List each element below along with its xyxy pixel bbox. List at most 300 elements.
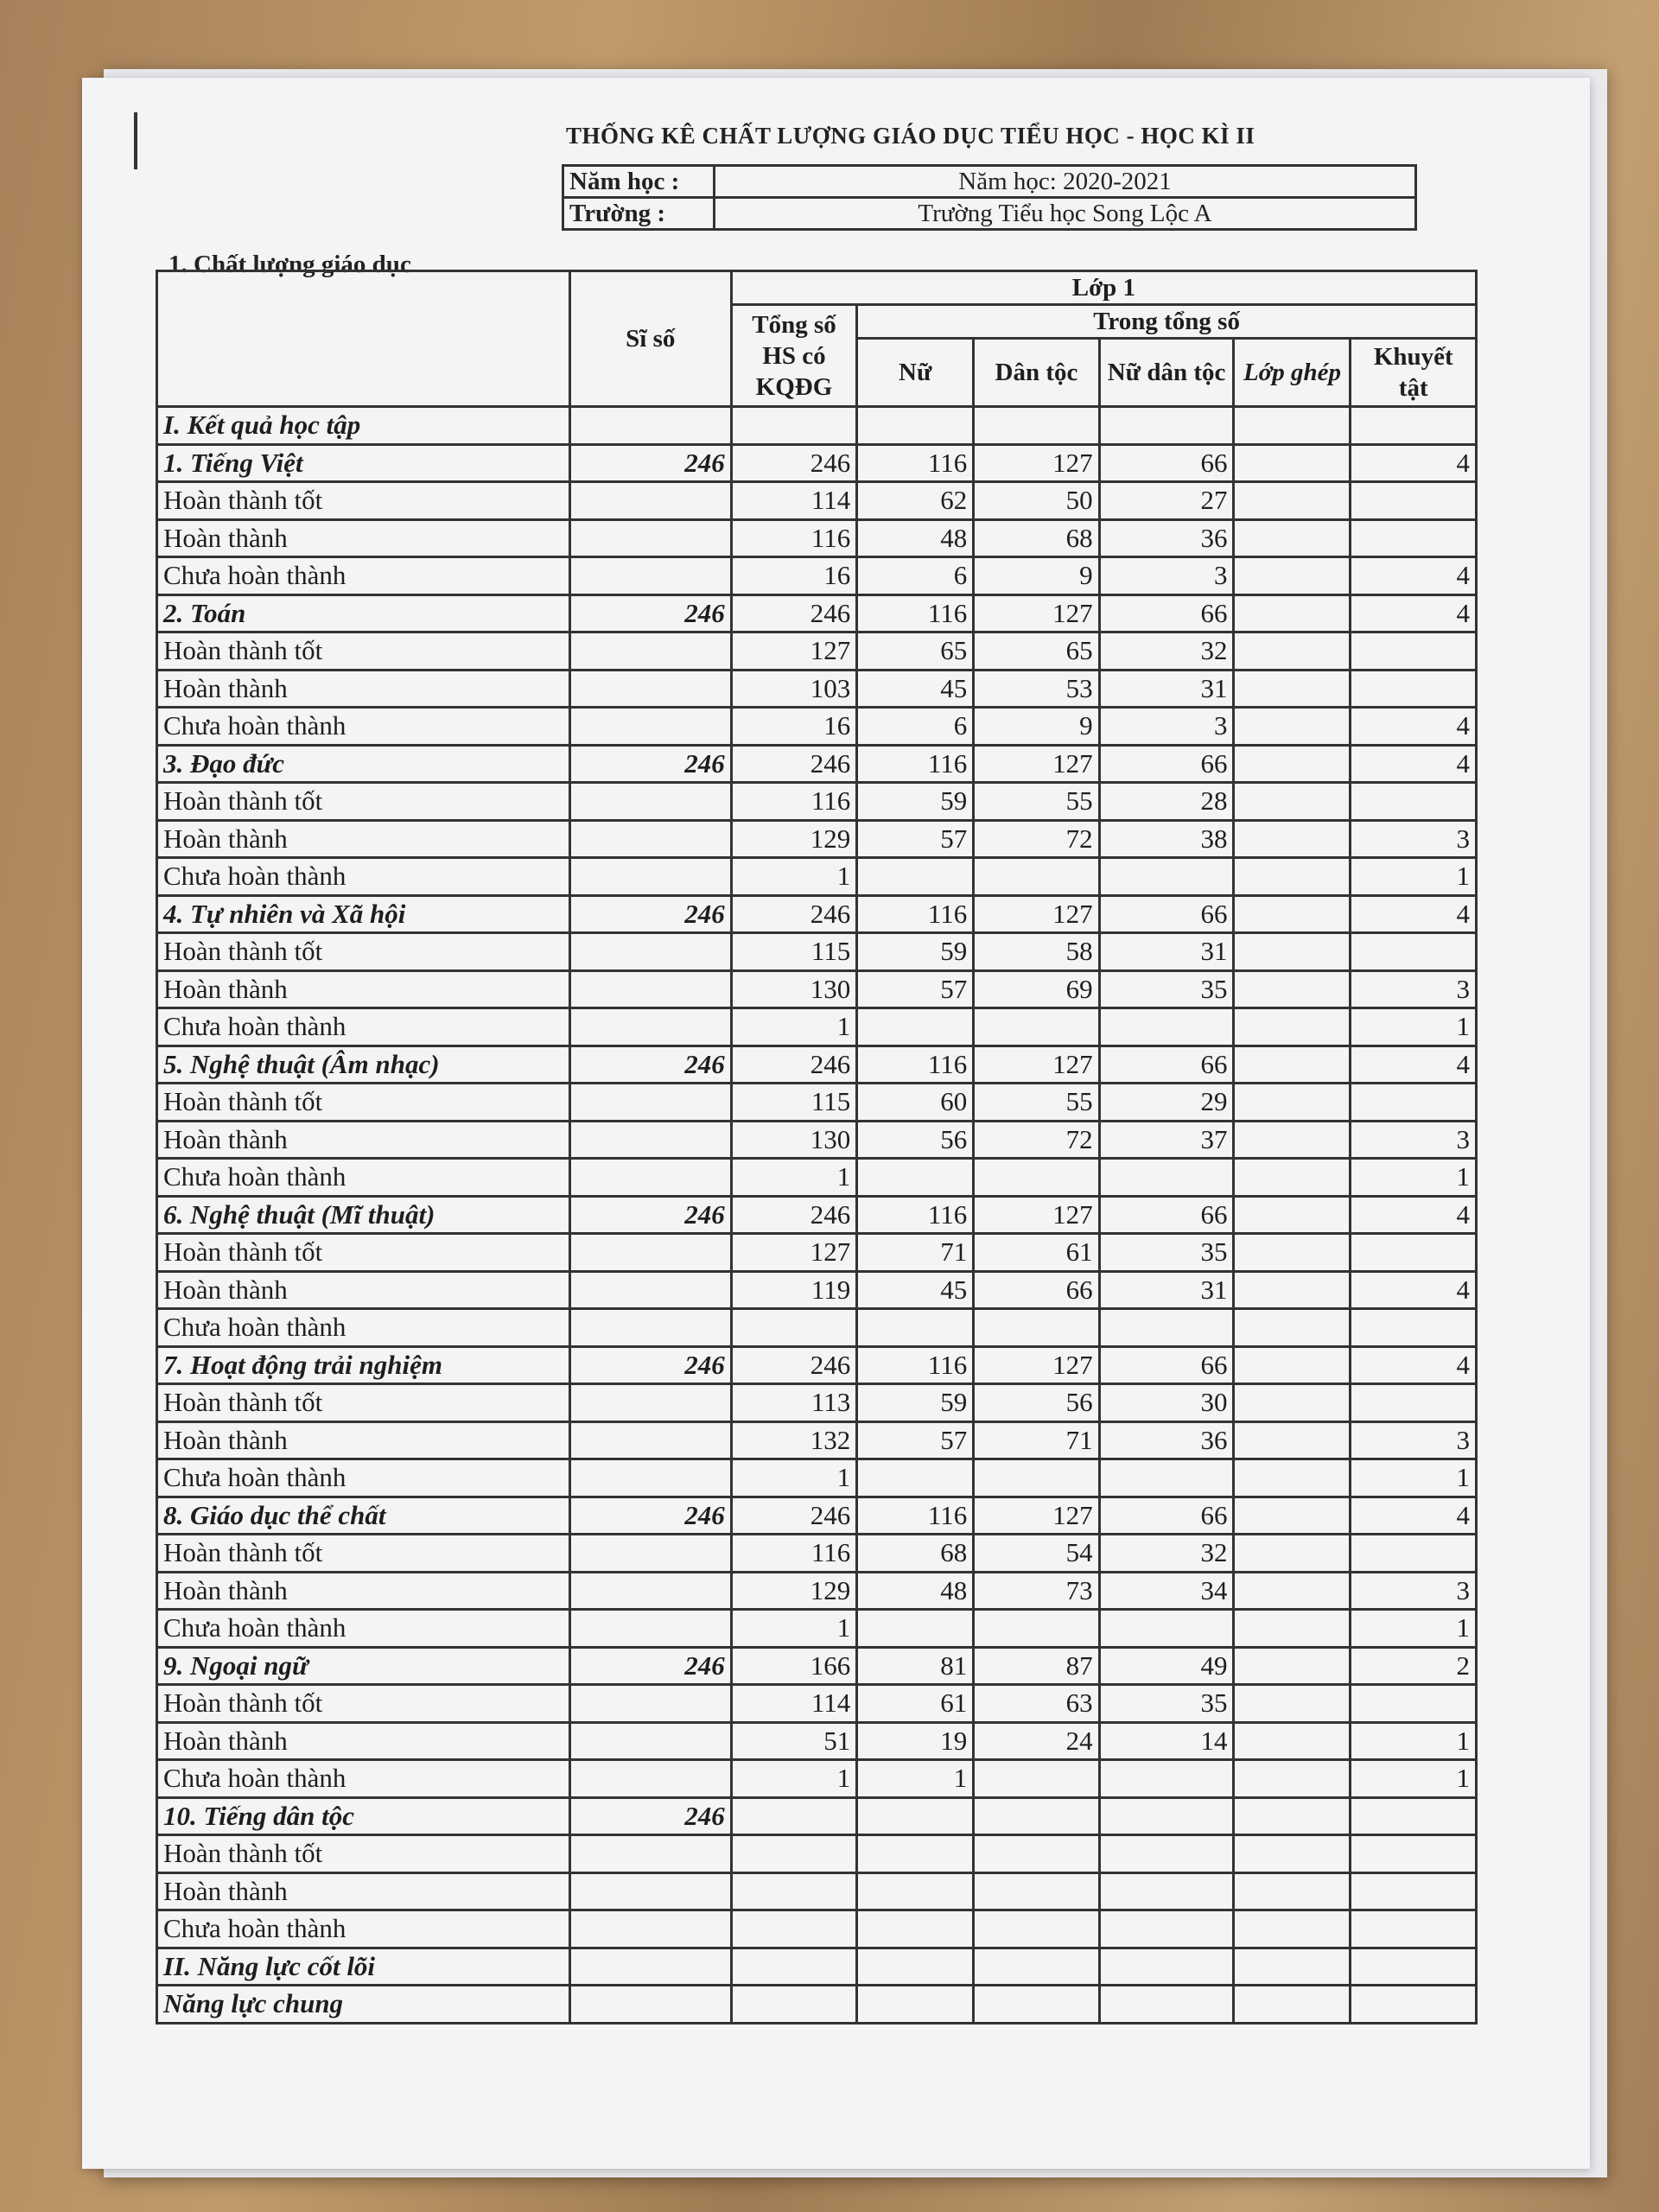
row-label-cell: Chưa hoàn thành [157, 1910, 570, 1948]
cell-tong: 246 [731, 1196, 856, 1234]
cell-nu: 48 [857, 519, 974, 557]
cell-lg [1234, 1910, 1351, 1948]
cell-lg [1234, 1610, 1351, 1648]
cell-ndt: 29 [1099, 1084, 1234, 1122]
cell-lg [1234, 933, 1351, 971]
header-si-so: Sĩ số [569, 271, 731, 407]
header-dan-toc: Dân tộc [974, 339, 1099, 407]
cell-dt [974, 1835, 1099, 1873]
row-label-cell: 2. Toán [157, 594, 570, 632]
cell-dt [974, 1872, 1099, 1910]
cell-ndt: 28 [1099, 783, 1234, 821]
cell-lg [1234, 1797, 1351, 1835]
row-label-cell: Hoàn thành tốt [157, 783, 570, 821]
cell-nu [857, 1008, 974, 1046]
row-label-cell: Hoàn thành tốt [157, 1535, 570, 1573]
info-row [563, 166, 1416, 198]
cell-lg [1234, 970, 1351, 1008]
cell-lg [1234, 745, 1351, 783]
table-row [157, 1797, 1477, 1835]
row-label-cell: 1. Tiếng Việt [157, 444, 570, 482]
cell-si [569, 482, 731, 520]
cell-si [569, 783, 731, 821]
cell-tong: 246 [731, 1046, 856, 1084]
cell-dt: 73 [974, 1572, 1099, 1610]
table-row [157, 557, 1477, 595]
cell-ndt [1099, 407, 1234, 445]
cell-ndt: 66 [1099, 594, 1234, 632]
cell-lg [1234, 444, 1351, 482]
cell-lg [1234, 519, 1351, 557]
cell-si [569, 557, 731, 595]
cell-kt: 1 [1351, 1459, 1477, 1497]
cell-tong: 166 [731, 1647, 856, 1685]
table-row [157, 1196, 1477, 1234]
cell-ndt [1099, 1760, 1234, 1798]
table-row [157, 1421, 1477, 1459]
cell-si: 246 [569, 895, 731, 933]
cell-ndt [1099, 1008, 1234, 1046]
cell-kt: 4 [1351, 1196, 1477, 1234]
cell-dt: 61 [974, 1234, 1099, 1272]
cell-kt: 3 [1351, 820, 1477, 858]
table-row [157, 1535, 1477, 1573]
row-label-cell: Hoàn thành [157, 1121, 570, 1159]
table-row [157, 933, 1477, 971]
cell-tong [731, 1797, 856, 1835]
cell-nu: 59 [857, 933, 974, 971]
cell-si: 246 [569, 1647, 731, 1685]
row-label-cell: Hoàn thành [157, 970, 570, 1008]
row-label-cell: I. Kết quả học tập [157, 407, 570, 445]
table-row [157, 1084, 1477, 1122]
cell-si [569, 670, 731, 708]
table-row [157, 482, 1477, 520]
row-label-cell: Hoàn thành [157, 1421, 570, 1459]
cell-si [569, 1910, 731, 1948]
cell-lg [1234, 1309, 1351, 1347]
cell-ndt [1099, 1986, 1234, 2024]
table-row [157, 444, 1477, 482]
cell-ndt: 32 [1099, 1535, 1234, 1573]
cell-ndt: 37 [1099, 1121, 1234, 1159]
cell-nu: 61 [857, 1685, 974, 1723]
cell-nu: 116 [857, 1196, 974, 1234]
cell-ndt: 36 [1099, 1421, 1234, 1459]
cell-ndt: 66 [1099, 1046, 1234, 1084]
cell-lg [1234, 1159, 1351, 1197]
cell-ndt: 14 [1099, 1722, 1234, 1760]
cell-ndt: 3 [1099, 557, 1234, 595]
cell-tong: 130 [731, 970, 856, 1008]
cell-si [569, 1986, 731, 2024]
table-row [157, 895, 1477, 933]
cell-ndt [1099, 1159, 1234, 1197]
row-label-cell: Hoàn thành tốt [157, 632, 570, 671]
cell-ndt: 34 [1099, 1572, 1234, 1610]
cell-dt: 9 [974, 557, 1099, 595]
table-row [157, 1346, 1477, 1384]
cell-dt: 127 [974, 594, 1099, 632]
cell-dt: 127 [974, 1346, 1099, 1384]
cell-ndt: 66 [1099, 1497, 1234, 1535]
cell-si [569, 1722, 731, 1760]
cell-si [569, 1459, 731, 1497]
cell-nu: 45 [857, 1271, 974, 1309]
cell-lg [1234, 820, 1351, 858]
cell-kt [1351, 407, 1477, 445]
cell-nu: 68 [857, 1535, 974, 1573]
table-row [157, 632, 1477, 671]
cell-tong [731, 407, 856, 445]
info-row [563, 198, 1416, 230]
cell-kt: 1 [1351, 1008, 1477, 1046]
cell-tong: 246 [731, 745, 856, 783]
cell-ndt [1099, 1459, 1234, 1497]
cell-ndt: 31 [1099, 1271, 1234, 1309]
info-table [562, 164, 1417, 231]
cell-si [569, 858, 731, 896]
cell-tong: 116 [731, 519, 856, 557]
table-row [157, 1572, 1477, 1610]
cell-kt [1351, 933, 1477, 971]
info-value: Trường Tiểu học Song Lộc A [715, 198, 1416, 230]
cell-kt [1351, 1797, 1477, 1835]
cell-tong: 127 [731, 1234, 856, 1272]
cell-lg [1234, 1084, 1351, 1122]
cell-lg [1234, 670, 1351, 708]
cell-ndt: 66 [1099, 745, 1234, 783]
cell-lg [1234, 594, 1351, 632]
cell-ndt [1099, 1910, 1234, 1948]
cell-tong: 116 [731, 783, 856, 821]
cell-si [569, 519, 731, 557]
header-nu-dan-toc: Nữ dân tộc [1099, 339, 1234, 407]
cell-nu: 65 [857, 632, 974, 671]
row-label-cell: 5. Nghệ thuật (Âm nhạc) [157, 1046, 570, 1084]
header-nu: Nữ [857, 339, 974, 407]
cell-kt: 4 [1351, 708, 1477, 746]
row-label-cell: Hoàn thành tốt [157, 1234, 570, 1272]
cell-nu: 59 [857, 783, 974, 821]
cell-kt: 4 [1351, 1497, 1477, 1535]
cell-kt [1351, 1234, 1477, 1272]
cell-si [569, 1760, 731, 1798]
cell-kt [1351, 1084, 1477, 1122]
cell-nu: 81 [857, 1647, 974, 1685]
cell-si [569, 970, 731, 1008]
row-label-cell: Hoàn thành [157, 519, 570, 557]
cell-tong: 1 [731, 1610, 856, 1648]
cell-lg [1234, 1121, 1351, 1159]
cell-nu: 57 [857, 1421, 974, 1459]
cell-dt: 58 [974, 933, 1099, 971]
cell-nu [857, 1986, 974, 2024]
cell-kt [1351, 482, 1477, 520]
cell-tong: 114 [731, 1685, 856, 1723]
cell-ndt: 36 [1099, 519, 1234, 557]
cell-tong: 129 [731, 820, 856, 858]
cell-dt [974, 1159, 1099, 1197]
table-row [157, 1872, 1477, 1910]
row-label-cell: Hoàn thành [157, 1722, 570, 1760]
cell-lg [1234, 1008, 1351, 1046]
cell-nu [857, 1948, 974, 1986]
row-label-cell: Hoàn thành tốt [157, 1384, 570, 1422]
cell-si [569, 1835, 731, 1873]
row-label-cell: Hoàn thành [157, 1271, 570, 1309]
cell-kt [1351, 1685, 1477, 1723]
cell-si [569, 1872, 731, 1910]
cell-ndt: 31 [1099, 670, 1234, 708]
row-label-cell: Chưa hoàn thành [157, 1760, 570, 1798]
table-row [157, 1497, 1477, 1535]
cell-kt: 3 [1351, 1121, 1477, 1159]
cell-tong: 103 [731, 670, 856, 708]
cell-dt: 54 [974, 1535, 1099, 1573]
cell-kt: 4 [1351, 557, 1477, 595]
cell-nu: 48 [857, 1572, 974, 1610]
cell-nu [857, 1835, 974, 1873]
cell-kt [1351, 1835, 1477, 1873]
cell-nu: 116 [857, 1497, 974, 1535]
cell-si [569, 1008, 731, 1046]
cell-kt [1351, 632, 1477, 671]
cell-nu: 116 [857, 745, 974, 783]
cell-kt [1351, 1309, 1477, 1347]
cell-nu: 60 [857, 1084, 974, 1122]
table-row [157, 708, 1477, 746]
table-row [157, 858, 1477, 896]
cell-ndt [1099, 1309, 1234, 1347]
cell-nu: 57 [857, 970, 974, 1008]
cell-dt [974, 1309, 1099, 1347]
cell-si [569, 1309, 731, 1347]
row-label-cell: Hoàn thành [157, 820, 570, 858]
cell-si: 246 [569, 745, 731, 783]
cell-lg [1234, 708, 1351, 746]
cell-dt: 72 [974, 820, 1099, 858]
cell-lg [1234, 1046, 1351, 1084]
cell-dt: 50 [974, 482, 1099, 520]
info-value: Năm học: 2020-2021 [715, 166, 1416, 198]
cell-tong: 119 [731, 1271, 856, 1309]
document-title: THỐNG KÊ CHẤT LƯỢNG GIÁO DỤC TIỂU HỌC - HỌC KÌ II [566, 123, 1255, 149]
cell-tong: 1 [731, 1159, 856, 1197]
row-label-cell: Hoàn thành [157, 670, 570, 708]
cell-dt: 72 [974, 1121, 1099, 1159]
cell-ndt: 27 [1099, 482, 1234, 520]
cell-lg [1234, 1647, 1351, 1685]
cell-tong: 115 [731, 1084, 856, 1122]
cell-dt [974, 1797, 1099, 1835]
cell-kt [1351, 519, 1477, 557]
cell-tong [731, 1910, 856, 1948]
cell-nu: 59 [857, 1384, 974, 1422]
cell-kt: 1 [1351, 1159, 1477, 1197]
cell-ndt: 49 [1099, 1647, 1234, 1685]
cell-si [569, 1121, 731, 1159]
cell-tong: 1 [731, 1760, 856, 1798]
cell-dt: 63 [974, 1685, 1099, 1723]
cell-kt: 4 [1351, 1271, 1477, 1309]
row-label-cell: 4. Tự nhiên và Xã hội [157, 895, 570, 933]
header-khuyet-tat: Khuyết tật [1351, 339, 1477, 407]
cell-tong: 1 [731, 858, 856, 896]
table-row [157, 1121, 1477, 1159]
row-label-cell: II. Năng lực cốt lõi [157, 1948, 570, 1986]
cell-lg [1234, 783, 1351, 821]
cell-lg [1234, 858, 1351, 896]
cell-dt [974, 858, 1099, 896]
cell-dt: 9 [974, 708, 1099, 746]
cell-si [569, 1421, 731, 1459]
cell-tong: 16 [731, 557, 856, 595]
cell-si: 246 [569, 1797, 731, 1835]
row-label-cell: 9. Ngoại ngữ [157, 1647, 570, 1685]
cell-si [569, 1159, 731, 1197]
document-page [82, 78, 1590, 2169]
cell-dt [974, 1910, 1099, 1948]
table-row [157, 1760, 1477, 1798]
cell-ndt [1099, 1872, 1234, 1910]
cell-ndt: 35 [1099, 1234, 1234, 1272]
table-row [157, 1309, 1477, 1347]
cell-dt [974, 1610, 1099, 1648]
cell-kt [1351, 1948, 1477, 1986]
row-label-cell: 3. Đạo đức [157, 745, 570, 783]
cell-lg [1234, 557, 1351, 595]
cell-lg [1234, 1572, 1351, 1610]
cell-nu [857, 1610, 974, 1648]
cell-tong: 51 [731, 1722, 856, 1760]
cell-dt: 55 [974, 783, 1099, 821]
cell-si [569, 1234, 731, 1272]
cell-si: 246 [569, 594, 731, 632]
cell-tong [731, 1309, 856, 1347]
cell-lg [1234, 482, 1351, 520]
cell-si: 246 [569, 444, 731, 482]
cell-si: 246 [569, 1196, 731, 1234]
cell-ndt [1099, 858, 1234, 896]
cell-nu: 116 [857, 1046, 974, 1084]
table-row [157, 1610, 1477, 1648]
row-label-cell: Chưa hoàn thành [157, 1459, 570, 1497]
cell-nu: 62 [857, 482, 974, 520]
cell-tong: 246 [731, 1346, 856, 1384]
row-label-cell: Chưa hoàn thành [157, 1610, 570, 1648]
cell-tong: 129 [731, 1572, 856, 1610]
cell-tong: 115 [731, 933, 856, 971]
cell-ndt: 35 [1099, 970, 1234, 1008]
cell-kt [1351, 670, 1477, 708]
row-label-cell: Hoàn thành [157, 1872, 570, 1910]
cell-nu: 57 [857, 820, 974, 858]
row-label-cell: Hoàn thành tốt [157, 1685, 570, 1723]
row-label-cell: Chưa hoàn thành [157, 1159, 570, 1197]
info-key: Trường : [563, 198, 715, 230]
cell-kt: 3 [1351, 1421, 1477, 1459]
row-label-cell: 10. Tiếng dân tộc [157, 1797, 570, 1835]
cell-ndt: 66 [1099, 1196, 1234, 1234]
cell-dt: 127 [974, 895, 1099, 933]
cell-lg [1234, 1722, 1351, 1760]
cell-nu: 6 [857, 708, 974, 746]
cell-lg [1234, 1948, 1351, 1986]
cell-dt: 87 [974, 1647, 1099, 1685]
cell-tong: 246 [731, 1497, 856, 1535]
cell-tong: 1 [731, 1459, 856, 1497]
cell-si [569, 1271, 731, 1309]
cell-lg [1234, 1384, 1351, 1422]
cell-lg [1234, 1459, 1351, 1497]
cell-si [569, 1685, 731, 1723]
row-label-cell: Chưa hoàn thành [157, 557, 570, 595]
row-label-cell: Chưa hoàn thành [157, 1008, 570, 1046]
cell-ndt [1099, 1797, 1234, 1835]
cell-si [569, 708, 731, 746]
cell-kt: 3 [1351, 970, 1477, 1008]
cell-tong: 127 [731, 632, 856, 671]
cell-nu [857, 1910, 974, 1948]
cell-lg [1234, 1835, 1351, 1873]
cell-lg [1234, 1346, 1351, 1384]
cell-tong: 246 [731, 594, 856, 632]
table-row [157, 1234, 1477, 1272]
table-row [157, 1948, 1477, 1986]
cell-tong: 246 [731, 444, 856, 482]
cell-nu [857, 407, 974, 445]
cell-si: 246 [569, 1497, 731, 1535]
cell-dt: 127 [974, 1046, 1099, 1084]
table-row [157, 783, 1477, 821]
cell-dt: 127 [974, 745, 1099, 783]
row-label-cell: 7. Hoạt động trải nghiệm [157, 1346, 570, 1384]
cell-dt [974, 1760, 1099, 1798]
cell-kt [1351, 1910, 1477, 1948]
cell-ndt: 66 [1099, 895, 1234, 933]
cell-si [569, 1610, 731, 1648]
cell-kt: 4 [1351, 1346, 1477, 1384]
cell-ndt: 38 [1099, 820, 1234, 858]
row-label-cell: Hoàn thành tốt [157, 933, 570, 971]
cell-dt: 24 [974, 1722, 1099, 1760]
cell-lg [1234, 1872, 1351, 1910]
cell-nu: 6 [857, 557, 974, 595]
cell-lg [1234, 1196, 1351, 1234]
cell-kt [1351, 1384, 1477, 1422]
cell-nu: 116 [857, 895, 974, 933]
table-row [157, 407, 1477, 445]
table-row [157, 820, 1477, 858]
table-row [157, 1647, 1477, 1685]
cell-si [569, 820, 731, 858]
row-label-cell: 6. Nghệ thuật (Mĩ thuật) [157, 1196, 570, 1234]
cell-nu: 45 [857, 670, 974, 708]
cell-lg [1234, 1986, 1351, 2024]
statistics-table [156, 270, 1478, 2024]
cell-ndt: 30 [1099, 1384, 1234, 1422]
table-row [157, 1986, 1477, 2024]
table-row [157, 1384, 1477, 1422]
cell-lg [1234, 1497, 1351, 1535]
cell-nu [857, 1797, 974, 1835]
cell-si: 246 [569, 1346, 731, 1384]
cell-ndt: 3 [1099, 708, 1234, 746]
cell-kt: 4 [1351, 594, 1477, 632]
cell-dt [974, 1008, 1099, 1046]
cell-tong: 1 [731, 1008, 856, 1046]
